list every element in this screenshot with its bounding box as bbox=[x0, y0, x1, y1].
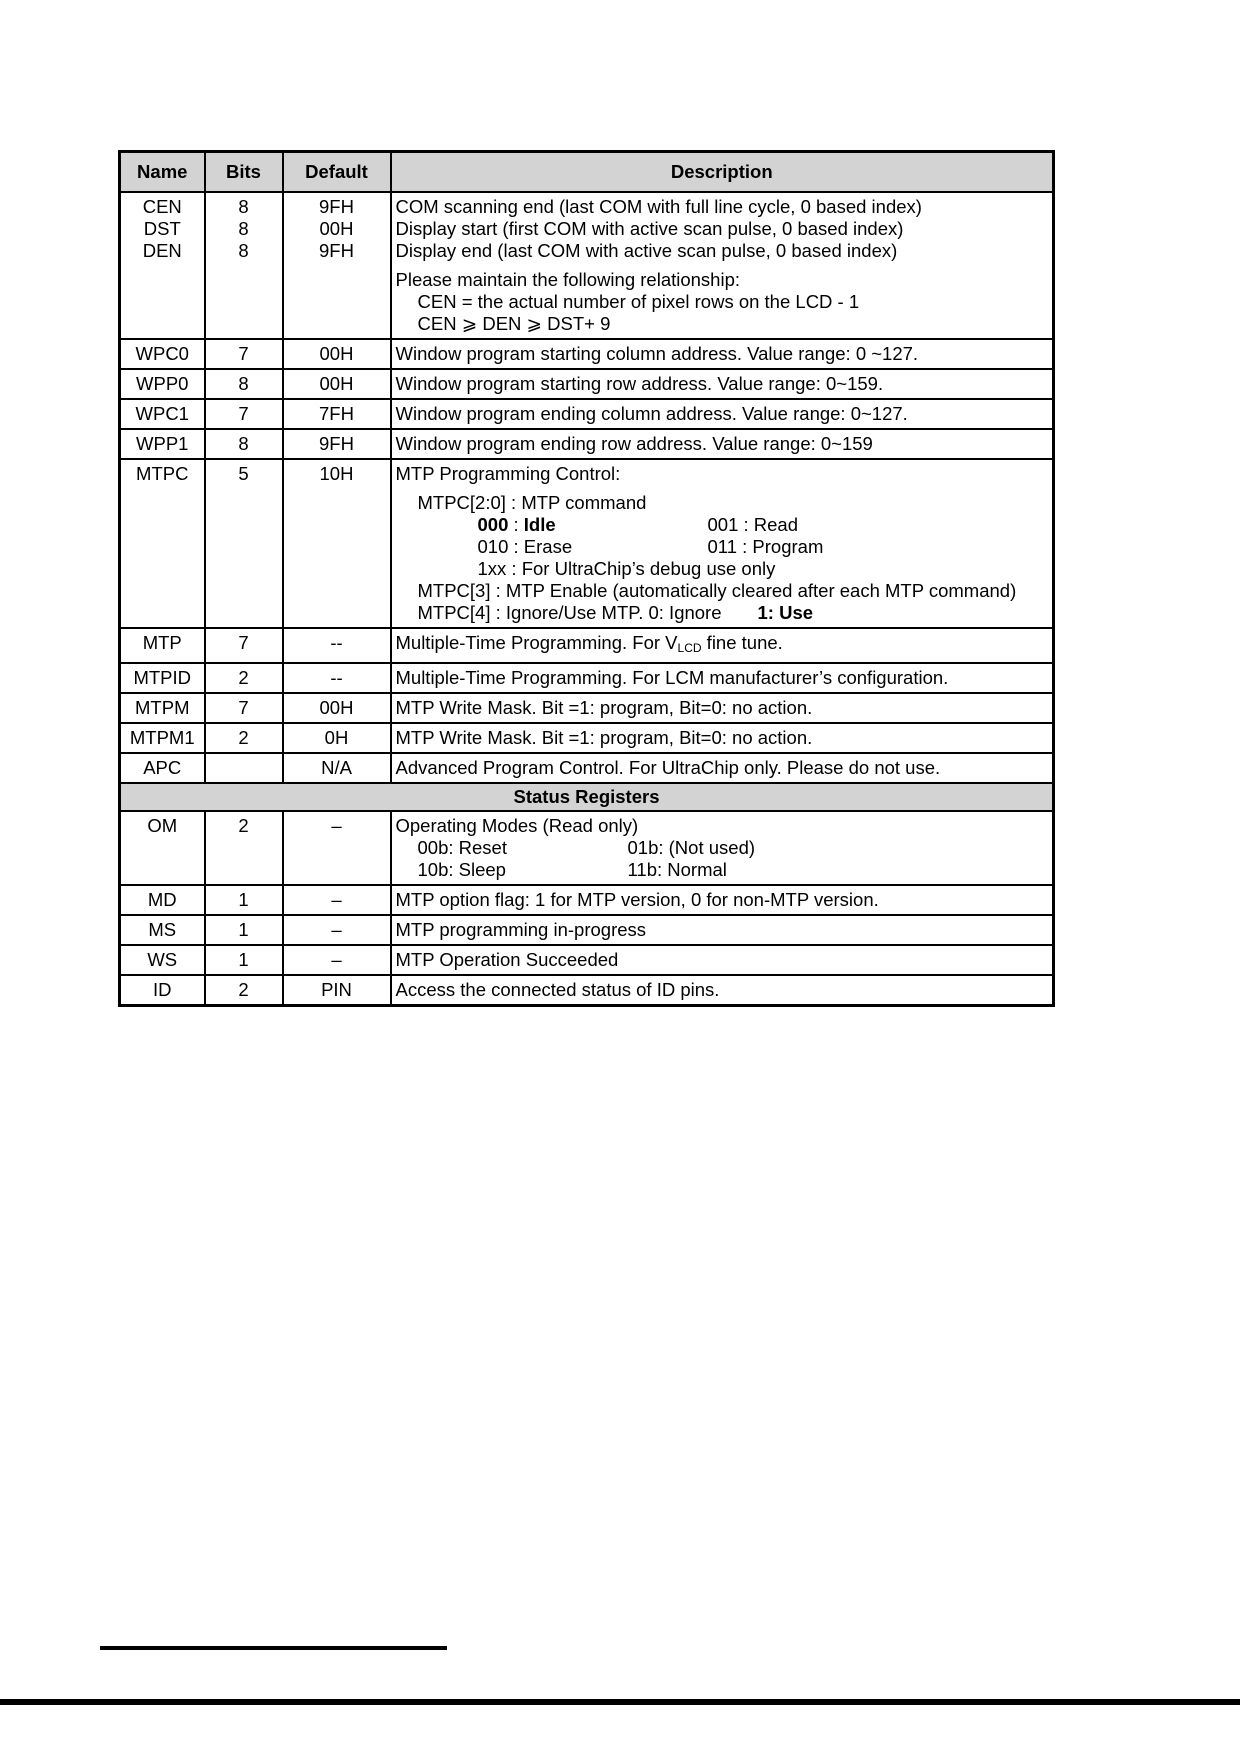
cell-name bbox=[120, 192, 205, 339]
cell-bits: 7 bbox=[205, 693, 283, 723]
cell-default: 00H bbox=[283, 339, 391, 369]
table-row bbox=[120, 369, 1054, 399]
cell-bits: 7 bbox=[205, 399, 283, 429]
desc-cen: COM scanning end (last COM with full line cycle, 0 based index) bbox=[395, 196, 922, 217]
mtpc-erase: 010 : Erase bbox=[477, 536, 573, 557]
mtpc-cmd-grid bbox=[396, 514, 1049, 558]
table-row bbox=[120, 753, 1054, 783]
cell-description: Advanced Program Control. For UltraChip only. Please do not use. bbox=[391, 753, 1054, 783]
mtp-desc-sub: LCD bbox=[677, 641, 702, 655]
cell-name: WPP1 bbox=[120, 429, 205, 459]
cell-bits: 2 bbox=[205, 811, 283, 885]
cell-name: MTPC bbox=[120, 459, 205, 628]
cell-default: 7FH bbox=[283, 399, 391, 429]
mtpc-use: 1: Use bbox=[757, 602, 814, 623]
relationship-note: Please maintain the following relationship: bbox=[395, 269, 741, 290]
cell-default: PIN bbox=[283, 975, 391, 1006]
cell-description: MTP option flag: 1 for MTP version, 0 for non-MTP version. bbox=[391, 885, 1054, 915]
om-title: Operating Modes (Read only) bbox=[395, 815, 639, 836]
table-row bbox=[120, 693, 1054, 723]
cell-bits: 7 bbox=[205, 628, 283, 663]
cell-description: Window program starting row address. Value range: 0~159. bbox=[391, 369, 1054, 399]
table-row-mtp bbox=[120, 628, 1054, 663]
table-row-mtpc bbox=[120, 459, 1054, 628]
cell-description: MTP Write Mask. Bit =1: program, Bit=0: no action. bbox=[391, 693, 1054, 723]
table-row bbox=[120, 975, 1054, 1006]
cell-bits: 2 bbox=[205, 975, 283, 1006]
cell-bits: 1 bbox=[205, 945, 283, 975]
om-mode-sleep: 10b: Sleep bbox=[417, 859, 506, 880]
cell-description: Window program ending column address. Value range: 0~127. bbox=[391, 399, 1054, 429]
cell-bits: 1 bbox=[205, 915, 283, 945]
idle-code: 000 bbox=[477, 514, 509, 535]
name-den: DEN bbox=[142, 240, 182, 261]
cell-name: OM bbox=[120, 811, 205, 885]
cell-name: ID bbox=[120, 975, 205, 1006]
cell-default: 0H bbox=[283, 723, 391, 753]
cell-default: 00H bbox=[283, 693, 391, 723]
table-row bbox=[120, 663, 1054, 693]
table-row bbox=[120, 723, 1054, 753]
mtpc-ignore: MTPC[4] : Ignore/Use MTP. 0: Ignore bbox=[417, 602, 722, 623]
section-header-row bbox=[120, 783, 1054, 811]
cell-name: MS bbox=[120, 915, 205, 945]
cell-default: N/A bbox=[283, 753, 391, 783]
cell-description bbox=[391, 811, 1054, 885]
cell-bits: 8 bbox=[205, 369, 283, 399]
cell-bits: 8 bbox=[205, 429, 283, 459]
table-row bbox=[120, 339, 1054, 369]
relationship-2: CEN ⩾ DEN ⩾ DST+ 9 bbox=[417, 313, 611, 334]
header-description: Description bbox=[391, 152, 1054, 193]
mtp-desc-post: fine tune. bbox=[701, 632, 783, 653]
cell-bits: 7 bbox=[205, 339, 283, 369]
cell-description: MTP Operation Succeeded bbox=[391, 945, 1054, 975]
relationship-1: CEN = the actual number of pixel rows on the LCD - 1 bbox=[417, 291, 860, 312]
cell-description: MTP Write Mask. Bit =1: program, Bit=0: no action. bbox=[391, 723, 1054, 753]
mtpc-idle: 000 : Idle bbox=[477, 514, 556, 535]
idle-label: Idle bbox=[523, 514, 556, 535]
cell-default: 10H bbox=[283, 459, 391, 628]
cell-name: WPC0 bbox=[120, 339, 205, 369]
bits-den: 8 bbox=[238, 240, 249, 261]
cell-default: -- bbox=[283, 663, 391, 693]
register-table bbox=[118, 150, 1055, 1007]
footnote-divider bbox=[100, 1646, 447, 1650]
cell-name: MD bbox=[120, 885, 205, 915]
section-title: Status Registers bbox=[120, 783, 1054, 811]
cell-description: Access the connected status of ID pins. bbox=[391, 975, 1054, 1006]
cell-name: MTPID bbox=[120, 663, 205, 693]
mtpc-read: 001 : Read bbox=[707, 514, 799, 535]
cell-default: – bbox=[283, 915, 391, 945]
table-row bbox=[120, 429, 1054, 459]
cell-description bbox=[391, 192, 1054, 339]
mtp-desc-pre: Multiple-Time Programming. For V bbox=[395, 632, 678, 653]
cell-name: APC bbox=[120, 753, 205, 783]
om-mode-normal: 11b: Normal bbox=[627, 859, 727, 880]
cell-name: MTP bbox=[120, 628, 205, 663]
cell-name: WS bbox=[120, 945, 205, 975]
cell-default: – bbox=[283, 885, 391, 915]
cell-default: – bbox=[283, 945, 391, 975]
cell-description: Window program starting column address. Value range: 0 ~127. bbox=[391, 339, 1054, 369]
mtpc-ignore-use bbox=[396, 602, 1049, 624]
header-bits: Bits bbox=[205, 152, 283, 193]
om-mode-reset: 00b: Reset bbox=[417, 837, 507, 858]
header-name: Name bbox=[120, 152, 205, 193]
header-default: Default bbox=[283, 152, 391, 193]
cell-description: Window program ending row address. Value range: 0~159 bbox=[391, 429, 1054, 459]
desc-dst: Display start (first COM with active scan pulse, 0 based index) bbox=[395, 218, 904, 239]
table-row bbox=[120, 945, 1054, 975]
table-row bbox=[120, 399, 1054, 429]
table-row bbox=[120, 915, 1054, 945]
cell-description bbox=[391, 459, 1054, 628]
cell-default: 00H bbox=[283, 369, 391, 399]
om-mode-not-used: 01b: (Not used) bbox=[627, 837, 756, 858]
default-cen: 9FH bbox=[319, 196, 354, 217]
default-dst: 00H bbox=[319, 218, 354, 239]
name-dst: DST bbox=[143, 218, 181, 239]
bits-cen: 8 bbox=[238, 196, 249, 217]
default-den: 9FH bbox=[319, 240, 354, 261]
mtpc-title: MTP Programming Control: bbox=[395, 463, 621, 484]
mtpc-program: 011 : Program bbox=[707, 536, 824, 557]
desc-den: Display end (last COM with active scan pulse, 0 based index) bbox=[395, 240, 898, 261]
cell-description bbox=[391, 628, 1054, 663]
cell-description: MTP programming in-progress bbox=[391, 915, 1054, 945]
table-row-om bbox=[120, 811, 1054, 885]
cell-default bbox=[283, 192, 391, 339]
cell-bits bbox=[205, 192, 283, 339]
cell-default: -- bbox=[283, 628, 391, 663]
cell-name: WPP0 bbox=[120, 369, 205, 399]
table-row-cen bbox=[120, 192, 1054, 339]
cell-description: Multiple-Time Programming. For LCM manufacturer’s configuration. bbox=[391, 663, 1054, 693]
cell-bits bbox=[205, 753, 283, 783]
cell-default: 9FH bbox=[283, 429, 391, 459]
cell-bits: 1 bbox=[205, 885, 283, 915]
cell-bits: 5 bbox=[205, 459, 283, 628]
mtpc-enable: MTPC[3] : MTP Enable (automatically cleared after each MTP command) bbox=[417, 580, 1017, 601]
table-row bbox=[120, 885, 1054, 915]
footer-divider bbox=[0, 1699, 1240, 1705]
bits-dst: 8 bbox=[238, 218, 249, 239]
header-row bbox=[120, 152, 1054, 193]
name-cen: CEN bbox=[142, 196, 182, 217]
om-modes-grid bbox=[396, 837, 1049, 881]
mtpc-debug: 1xx : For UltraChip’s debug use only bbox=[477, 558, 776, 579]
mtpc-cmd: MTPC[2:0] : MTP command bbox=[417, 492, 647, 513]
cell-bits: 2 bbox=[205, 723, 283, 753]
cell-name: WPC1 bbox=[120, 399, 205, 429]
cell-default: – bbox=[283, 811, 391, 885]
cell-bits: 2 bbox=[205, 663, 283, 693]
cell-name: MTPM1 bbox=[120, 723, 205, 753]
cell-name: MTPM bbox=[120, 693, 205, 723]
